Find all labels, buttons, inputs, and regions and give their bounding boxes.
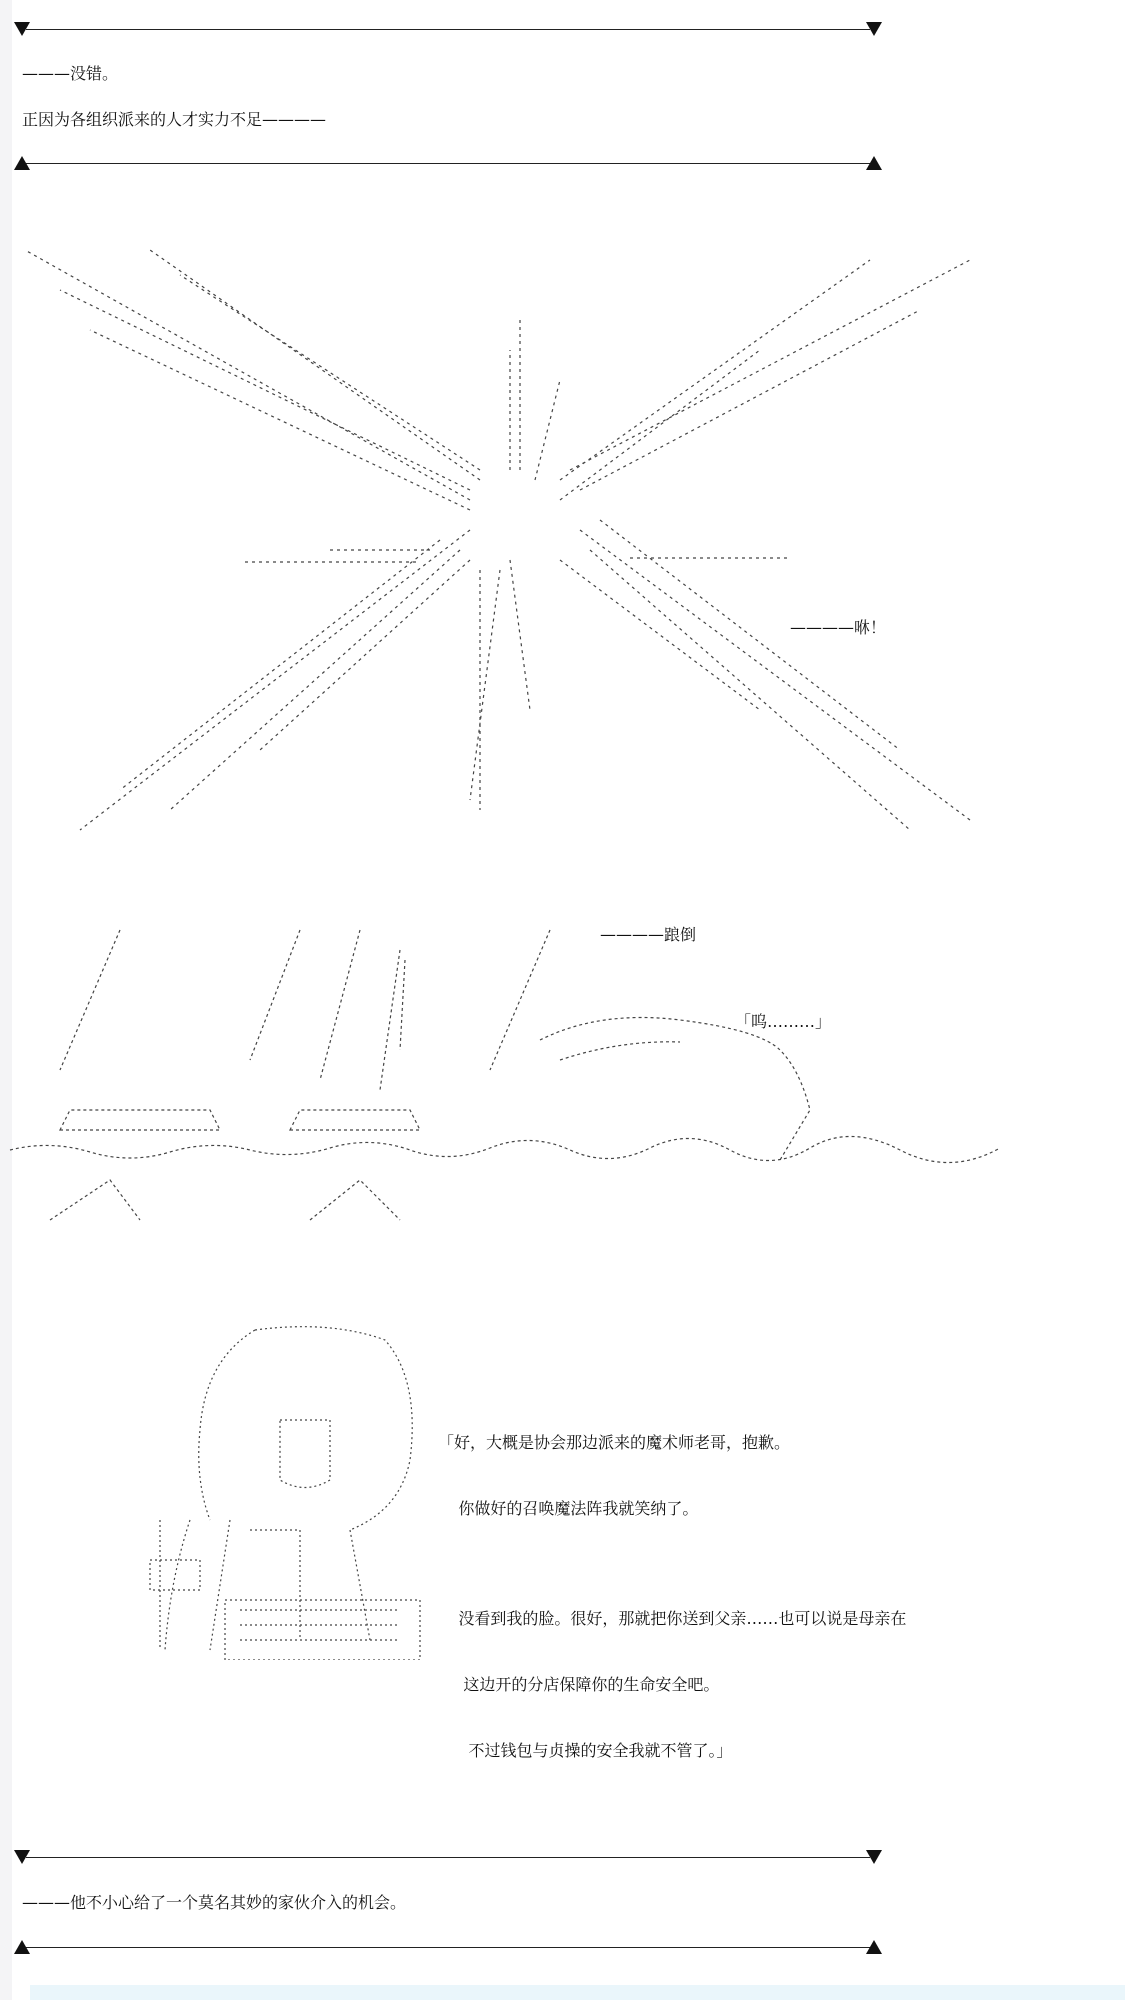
sound-effect-label: ————踉倒	[600, 925, 697, 944]
speech-line: 不过钱包与贞操的安全我就不管了。」	[438, 1741, 733, 1760]
speech-line: 这边开的分店保障你的生命安全吧。	[438, 1675, 720, 1694]
divider-bottom	[12, 154, 884, 174]
explosion-illustration	[0, 230, 1125, 840]
dialogue-bubble: 「呜………」	[735, 1012, 832, 1031]
tripping-illustration	[0, 920, 1125, 1280]
speech-line: 「好，大概是协会那边派来的魔术师老哥，抱歉。	[438, 1433, 791, 1452]
triangle-up-icon	[14, 1940, 30, 1954]
triangle-down-icon	[866, 1850, 882, 1864]
speech-line: 你做好的召唤魔法阵我就笑纳了。	[438, 1499, 699, 1518]
speech-line: 没看到我的脸。很好，那就把你送到父亲……也可以说是母亲在	[438, 1609, 907, 1628]
triangle-up-icon	[866, 1940, 882, 1954]
divider-bottom	[12, 1938, 884, 1958]
bottom-band	[30, 1985, 1125, 2000]
narration-line: ———没错。	[22, 64, 119, 83]
narration-line: 正因为各组织派来的人才实力不足————	[22, 110, 327, 129]
dialogue-speech	[438, 1388, 906, 1784]
narration-line: ———他不小心给了一个莫名其妙的家伙介入的机会。	[22, 1893, 407, 1912]
divider-top	[12, 1848, 884, 1868]
sound-effect-label: ————咻！	[790, 618, 887, 637]
triangle-down-icon	[866, 22, 882, 36]
triangle-down-icon	[14, 1850, 30, 1864]
triangle-up-icon	[14, 156, 30, 170]
triangle-down-icon	[14, 22, 30, 36]
divider-top	[12, 20, 884, 40]
triangle-up-icon	[866, 156, 882, 170]
